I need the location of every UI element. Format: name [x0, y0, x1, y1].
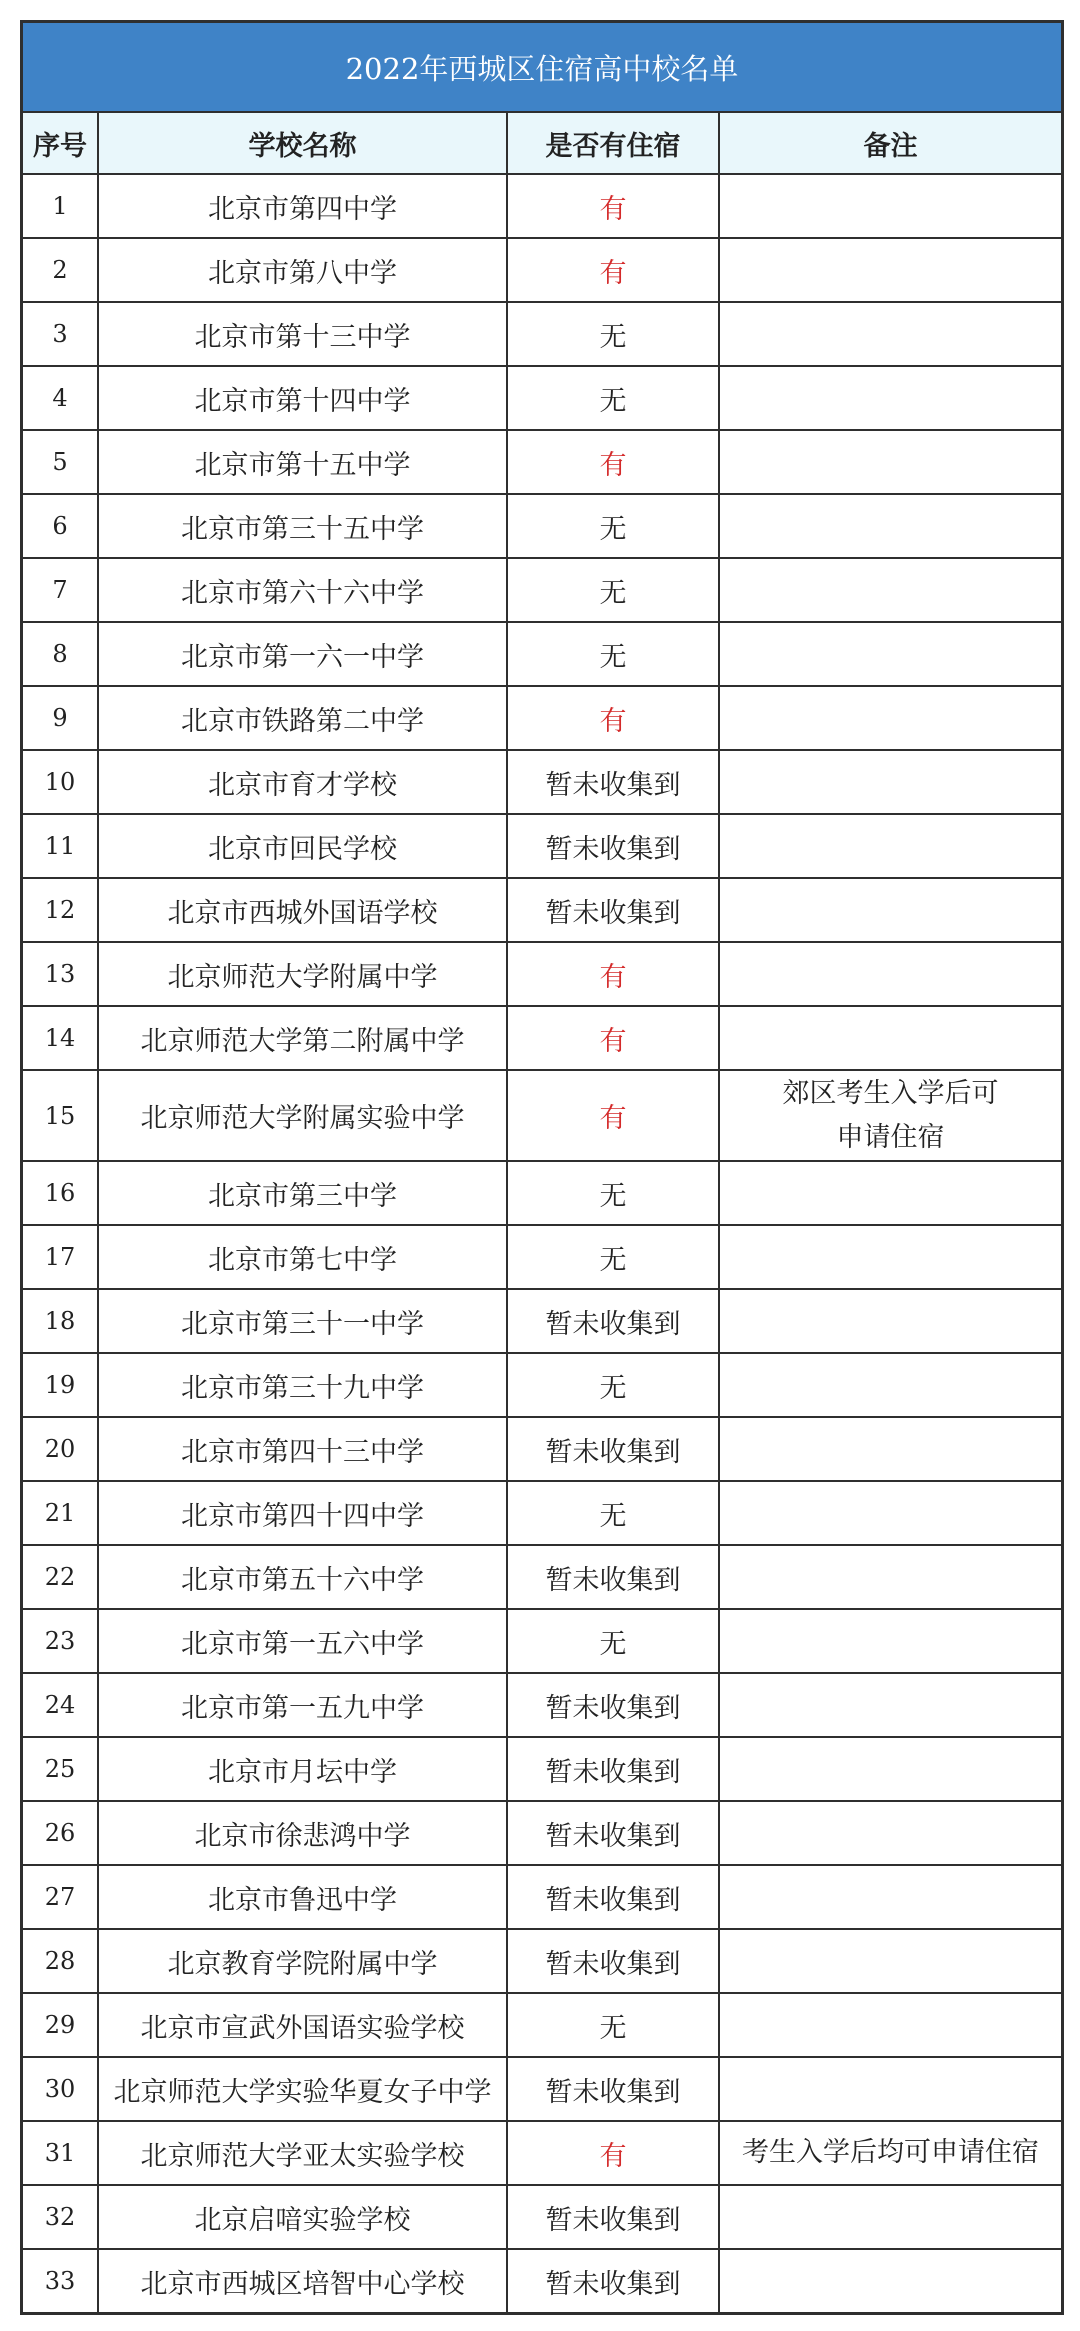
cell-school-name: 北京市第十五中学: [98, 430, 507, 494]
cell-dormitory: 无: [507, 1225, 719, 1289]
table-row: [23, 1801, 1061, 1865]
cell-school-name: 北京师范大学附属实验中学: [98, 1070, 507, 1161]
cell-number: 16: [23, 1161, 98, 1225]
cell-school-name: 北京市第四十四中学: [98, 1481, 507, 1545]
cell-dormitory: 暂未收集到: [507, 2185, 719, 2249]
cell-note: [719, 1673, 1061, 1737]
table-row: [23, 1225, 1061, 1289]
cell-number: 14: [23, 1006, 98, 1070]
header-school-name: 学校名称: [98, 113, 507, 174]
cell-dormitory: 无: [507, 302, 719, 366]
cell-number: 3: [23, 302, 98, 366]
cell-dormitory: 暂未收集到: [507, 1737, 719, 1801]
cell-dormitory: 有: [507, 1006, 719, 1070]
cell-number: 28: [23, 1929, 98, 1993]
cell-note: [719, 1006, 1061, 1070]
cell-note: [719, 1737, 1061, 1801]
table-row: [23, 302, 1061, 366]
cell-school-name: 北京市第一五九中学: [98, 1673, 507, 1737]
cell-note: 考生入学后均可申请住宿: [719, 2121, 1061, 2185]
cell-number: 6: [23, 494, 98, 558]
cell-number: 11: [23, 814, 98, 878]
cell-dormitory: 有: [507, 942, 719, 1006]
cell-number: 12: [23, 878, 98, 942]
cell-note: [719, 1225, 1061, 1289]
cell-note: [719, 1481, 1061, 1545]
cell-dormitory: 暂未收集到: [507, 750, 719, 814]
cell-note: [719, 1545, 1061, 1609]
cell-number: 24: [23, 1673, 98, 1737]
table-row: [23, 1006, 1061, 1070]
cell-number: 22: [23, 1545, 98, 1609]
cell-note: [719, 686, 1061, 750]
cell-number: 27: [23, 1865, 98, 1929]
table-row: [23, 1545, 1061, 1609]
cell-dormitory: 暂未收集到: [507, 2057, 719, 2121]
cell-number: 29: [23, 1993, 98, 2057]
table-row: [23, 1993, 1061, 2057]
table-row: [23, 1673, 1061, 1737]
cell-number: 7: [23, 558, 98, 622]
cell-note: [719, 238, 1061, 302]
table-row: [23, 494, 1061, 558]
cell-note: [719, 878, 1061, 942]
cell-number: 8: [23, 622, 98, 686]
cell-note: 郊区考生入学后可 申请住宿: [719, 1070, 1061, 1161]
header-dormitory: 是否有住宿: [507, 113, 719, 174]
cell-number: 5: [23, 430, 98, 494]
table-body: [23, 174, 1061, 2312]
cell-note: [719, 558, 1061, 622]
cell-school-name: 北京师范大学实验华夏女子中学: [98, 2057, 507, 2121]
cell-note: [719, 814, 1061, 878]
cell-number: 23: [23, 1609, 98, 1673]
cell-number: 10: [23, 750, 98, 814]
cell-note: [719, 622, 1061, 686]
cell-number: 31: [23, 2121, 98, 2185]
cell-number: 26: [23, 1801, 98, 1865]
cell-dormitory: 暂未收集到: [507, 878, 719, 942]
cell-number: 20: [23, 1417, 98, 1481]
cell-note: [719, 1417, 1061, 1481]
cell-school-name: 北京市第四中学: [98, 174, 507, 238]
cell-school-name: 北京市宣武外国语实验学校: [98, 1993, 507, 2057]
cell-school-name: 北京市第十四中学: [98, 366, 507, 430]
cell-school-name: 北京市第一五六中学: [98, 1609, 507, 1673]
cell-number: 33: [23, 2249, 98, 2312]
cell-number: 15: [23, 1070, 98, 1161]
cell-dormitory: 暂未收集到: [507, 814, 719, 878]
cell-note: [719, 494, 1061, 558]
cell-number: 30: [23, 2057, 98, 2121]
table-row: [23, 1481, 1061, 1545]
cell-school-name: 北京市西城外国语学校: [98, 878, 507, 942]
cell-number: 32: [23, 2185, 98, 2249]
cell-dormitory: 暂未收集到: [507, 1801, 719, 1865]
cell-school-name: 北京师范大学第二附属中学: [98, 1006, 507, 1070]
cell-dormitory: 暂未收集到: [507, 1865, 719, 1929]
cell-school-name: 北京市第六十六中学: [98, 558, 507, 622]
cell-number: 4: [23, 366, 98, 430]
cell-dormitory: 暂未收集到: [507, 2249, 719, 2312]
cell-school-name: 北京市月坛中学: [98, 1737, 507, 1801]
cell-dormitory: 有: [507, 686, 719, 750]
table-row: [23, 878, 1061, 942]
cell-school-name: 北京市第三十一中学: [98, 1289, 507, 1353]
cell-school-name: 北京启喑实验学校: [98, 2185, 507, 2249]
cell-dormitory: 无: [507, 1609, 719, 1673]
cell-dormitory: 有: [507, 430, 719, 494]
school-list-sheet: [20, 20, 1064, 2315]
cell-dormitory: 有: [507, 238, 719, 302]
cell-school-name: 北京市鲁迅中学: [98, 1865, 507, 1929]
table-row: [23, 686, 1061, 750]
table-row: [23, 1289, 1061, 1353]
cell-note: [719, 1993, 1061, 2057]
header-number: 序号: [23, 113, 98, 174]
cell-note: [719, 2185, 1061, 2249]
cell-note: [719, 1865, 1061, 1929]
school-table: [23, 113, 1061, 2312]
cell-note: [719, 2057, 1061, 2121]
cell-note: [719, 1801, 1061, 1865]
cell-school-name: 北京市第八中学: [98, 238, 507, 302]
cell-dormitory: 无: [507, 1993, 719, 2057]
table-row: [23, 1161, 1061, 1225]
cell-school-name: 北京市第五十六中学: [98, 1545, 507, 1609]
cell-number: 25: [23, 1737, 98, 1801]
cell-school-name: 北京市第三十九中学: [98, 1353, 507, 1417]
cell-dormitory: 无: [507, 1353, 719, 1417]
cell-note: [719, 1289, 1061, 1353]
cell-school-name: 北京市西城区培智中心学校: [98, 2249, 507, 2312]
table-row: [23, 814, 1061, 878]
table-row: [23, 174, 1061, 238]
cell-number: 18: [23, 1289, 98, 1353]
table-row: [23, 2249, 1061, 2312]
table-row: [23, 1929, 1061, 1993]
table-title: 2022年西城区住宿高中校名单: [23, 23, 1061, 113]
cell-number: 17: [23, 1225, 98, 1289]
table-row: [23, 622, 1061, 686]
table-row: [23, 2185, 1061, 2249]
cell-dormitory: 有: [507, 2121, 719, 2185]
cell-number: 19: [23, 1353, 98, 1417]
table-row: [23, 558, 1061, 622]
table-row: [23, 750, 1061, 814]
cell-school-name: 北京市铁路第二中学: [98, 686, 507, 750]
cell-dormitory: 暂未收集到: [507, 1289, 719, 1353]
cell-note: [719, 174, 1061, 238]
cell-number: 21: [23, 1481, 98, 1545]
table-row: [23, 1353, 1061, 1417]
cell-school-name: 北京市第三十五中学: [98, 494, 507, 558]
cell-school-name: 北京市第十三中学: [98, 302, 507, 366]
table-row: [23, 1737, 1061, 1801]
cell-school-name: 北京师范大学附属中学: [98, 942, 507, 1006]
table-row: [23, 1609, 1061, 1673]
header-row: [23, 113, 1061, 174]
cell-note: [719, 1353, 1061, 1417]
table-row: [23, 942, 1061, 1006]
header-notes: 备注: [719, 113, 1061, 174]
table-row: [23, 2057, 1061, 2121]
cell-note: [719, 942, 1061, 1006]
cell-note: [719, 1161, 1061, 1225]
cell-dormitory: 无: [507, 558, 719, 622]
cell-dormitory: 无: [507, 1161, 719, 1225]
cell-school-name: 北京市第七中学: [98, 1225, 507, 1289]
table-row: [23, 2121, 1061, 2185]
cell-school-name: 北京市第一六一中学: [98, 622, 507, 686]
cell-school-name: 北京市第三中学: [98, 1161, 507, 1225]
table-row: [23, 1070, 1061, 1161]
cell-note: [719, 302, 1061, 366]
cell-school-name: 北京师范大学亚太实验学校: [98, 2121, 507, 2185]
cell-school-name: 北京市第四十三中学: [98, 1417, 507, 1481]
cell-dormitory: 暂未收集到: [507, 1929, 719, 1993]
cell-number: 1: [23, 174, 98, 238]
cell-school-name: 北京市徐悲鸿中学: [98, 1801, 507, 1865]
cell-dormitory: 暂未收集到: [507, 1673, 719, 1737]
cell-dormitory: 无: [507, 366, 719, 430]
cell-note: [719, 2249, 1061, 2312]
table-row: [23, 1417, 1061, 1481]
cell-dormitory: 暂未收集到: [507, 1417, 719, 1481]
cell-number: 2: [23, 238, 98, 302]
cell-dormitory: 暂未收集到: [507, 1545, 719, 1609]
cell-school-name: 北京市育才学校: [98, 750, 507, 814]
table-row: [23, 238, 1061, 302]
table-row: [23, 430, 1061, 494]
cell-note: [719, 1609, 1061, 1673]
cell-dormitory: 无: [507, 494, 719, 558]
cell-school-name: 北京市回民学校: [98, 814, 507, 878]
cell-note: [719, 430, 1061, 494]
cell-note: [719, 1929, 1061, 1993]
cell-dormitory: 无: [507, 1481, 719, 1545]
cell-dormitory: 有: [507, 1070, 719, 1161]
cell-number: 9: [23, 686, 98, 750]
table-row: [23, 366, 1061, 430]
cell-school-name: 北京教育学院附属中学: [98, 1929, 507, 1993]
cell-note: [719, 366, 1061, 430]
table-row: [23, 1865, 1061, 1929]
cell-number: 13: [23, 942, 98, 1006]
cell-note: [719, 750, 1061, 814]
cell-dormitory: 有: [507, 174, 719, 238]
cell-dormitory: 无: [507, 622, 719, 686]
